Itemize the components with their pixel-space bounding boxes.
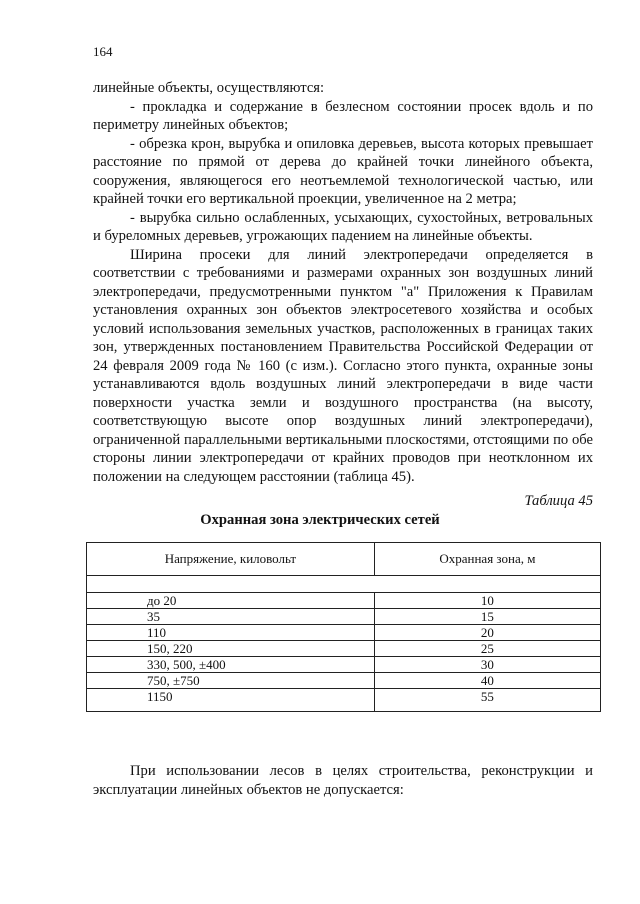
table-row: [87, 593, 601, 609]
body-text-top: [93, 79, 593, 486]
table-row: [87, 609, 601, 625]
protection-zone-table: [86, 542, 601, 712]
paragraph-intro: линейные объекты, осуществляются:: [93, 80, 325, 96]
zone-cell: 25: [374, 641, 600, 657]
paragraph-item-1: - прокладка и содержание в безлесном состоянии просек вдоль и по периметру линейных объектов;: [93, 98, 593, 133]
zone-cell: 55: [374, 689, 600, 712]
paragraph-width: Ширина просеки для линий электропередачи определяется в соответствии с требованиями и размерами охранных зон воздушных линий электропередачи, предусмотренными пунктом "а" Приложения к Правилам установления охранных зон объектов электросетевого хозяйства и особых условий использования земельных участков, расположенных в границах таких зон, утвержденных постановлением Правительства Российской Федерации от 24 февраля 2009 года № 160 (с изм.). Согласно этого пункта, охранные зоны устанавливаются вдоль воздушных линий электропередачи в виде части поверхности участка земли и воздушного пространства (на высоту, соответствующую высоте опор воздушных линий электропередачи), ограниченной параллельными вертикальными плоскостями, отстоящими по обе стороны линии электропередачи от крайних проводов при неотклонном их положении на следующем расстоянии (таблица 45).: [93, 246, 593, 485]
voltage-cell: до 20: [87, 593, 375, 609]
column-header-voltage: Напряжение, киловольт: [87, 543, 375, 576]
table-row: [87, 657, 601, 673]
voltage-cell: 35: [87, 609, 375, 625]
voltage-cell: 150, 220: [87, 641, 375, 657]
table-row: [87, 673, 601, 689]
zone-cell: 20: [374, 625, 600, 641]
paragraph-item-3: - вырубка сильно ослабленных, усыхающих, сухостойных, ветровальных и буреломных деревьев, угрожающих падением на линейные объекты.: [93, 209, 593, 244]
zone-cell: 10: [374, 593, 600, 609]
column-header-zone: Охранная зона, м: [374, 543, 600, 576]
table-caption: Таблица 45: [524, 493, 593, 509]
voltage-cell: 750, ±750: [87, 673, 375, 689]
table-row: [87, 625, 601, 641]
page-number: 164: [93, 44, 113, 59]
table-row: [87, 689, 601, 712]
table-title: Охранная зона электрических сетей: [200, 512, 440, 528]
body-text-bottom: [93, 762, 593, 799]
paragraph-forbidden: При использовании лесов в целях строительства, реконструкции и эксплуатации линейных объектов не допускается:: [93, 763, 593, 798]
voltage-cell: 110: [87, 625, 375, 641]
zone-cell: 15: [374, 609, 600, 625]
table-header-row: [87, 543, 601, 576]
paragraph-item-2: - обрезка крон, вырубка и опиловка деревьев, высота которых превышает расстояние по прямой от дерева до крайней точки линейного объекта, сооружения, являющегося его неотъемлемой технологической частью, или крайней точки его вертикальной проекции, увеличенное на 2 метра;: [93, 135, 593, 207]
voltage-cell: 1150: [87, 689, 375, 712]
zone-cell: 40: [374, 673, 600, 689]
voltage-cell: 330, 500, ±400: [87, 657, 375, 673]
zone-cell: 30: [374, 657, 600, 673]
table-spacer-row: [87, 576, 601, 593]
table-row: [87, 641, 601, 657]
